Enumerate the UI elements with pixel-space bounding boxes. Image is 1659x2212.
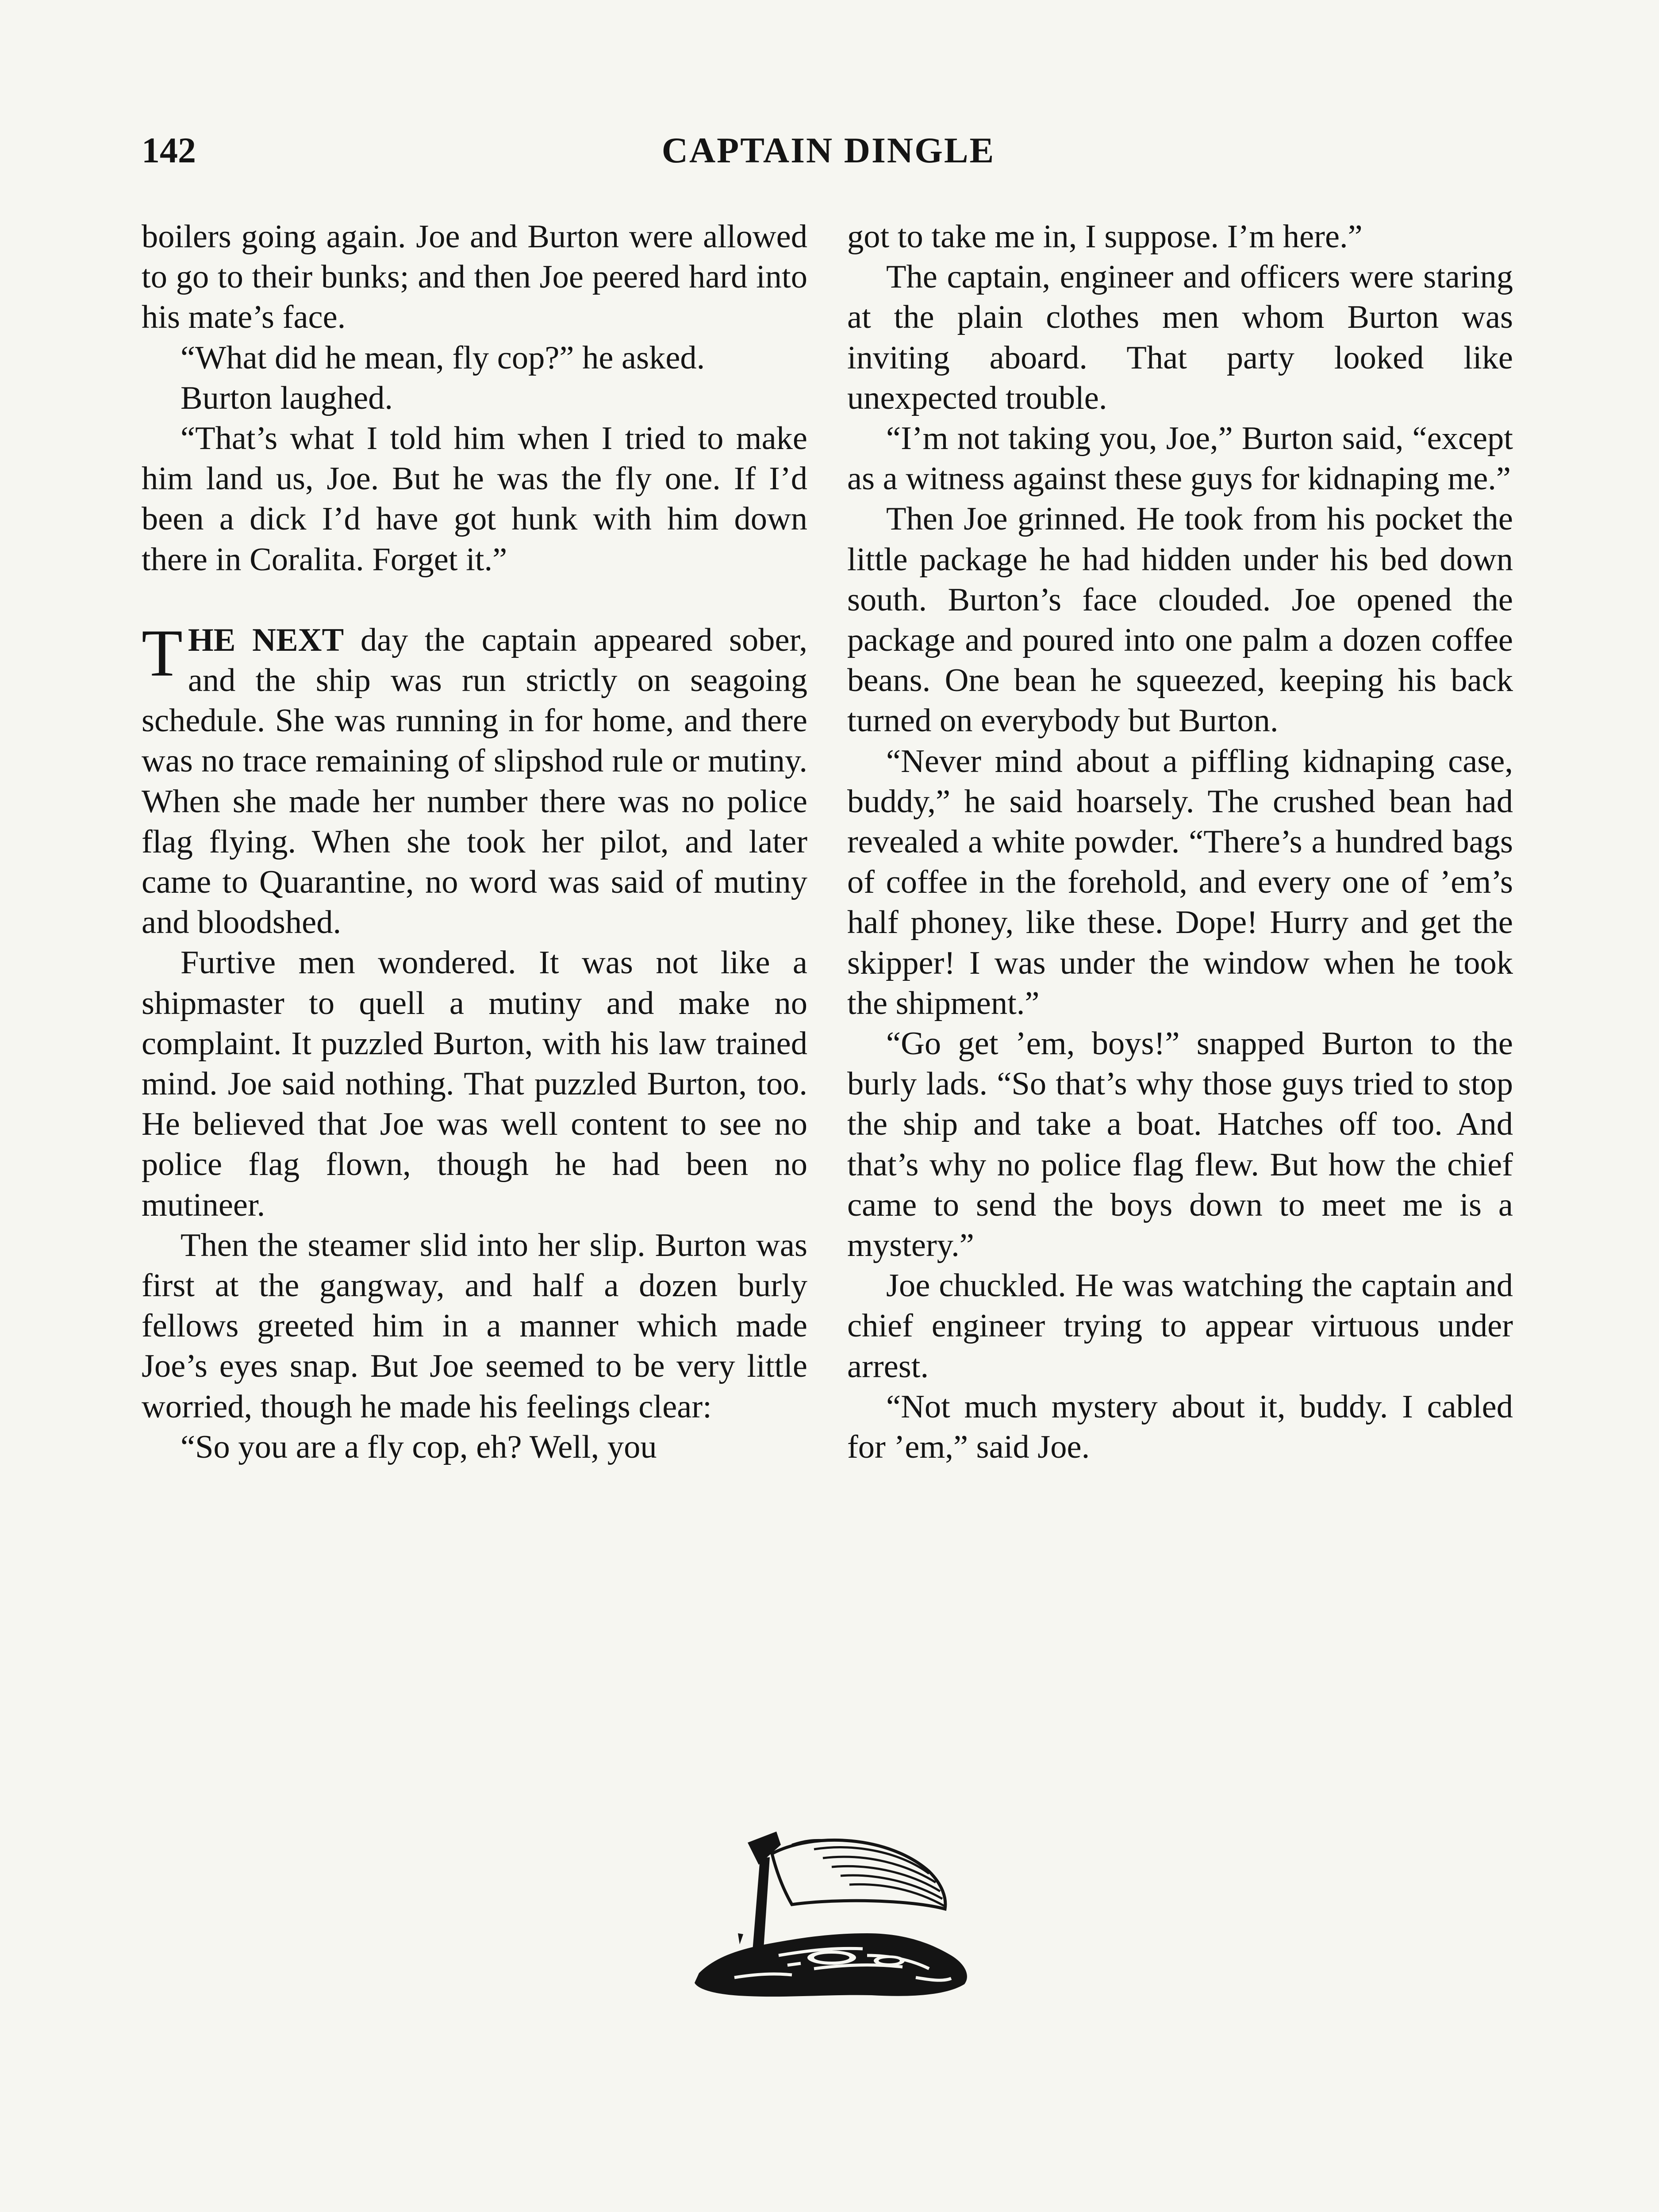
paragraph: Furtive men wondered. It was not like a shipmaster to quell a mutiny and make no complaint. It puzzled Burton, with his law trained mind. Joe said nothing. That puzzled Burton, too. He believed that Joe was well content to see no police flag flown, though he had been no mutineer. [142,945,807,1223]
paragraph: “Not much mystery about it, buddy. I cabled for ’em,” said Joe. [847,1388,1513,1466]
paragraph: boilers going again. Joe and Burton were allowed to go to their bunks; and then Joe peered hard into his mate’s face. [142,219,807,336]
paragraph: The captain, engineer and officers were staring at the plain clothes men whom Burton was inviting aboard. That party looked like unexpected trouble. [847,259,1513,416]
right-column [847,217,1513,1467]
paragraph: got to take me in, I suppose. I’m here.” [847,219,1363,255]
paragraph: “I’m not taking you, Joe,” Burton said, “except as a witness against these guys for kidnaping me.” [847,420,1513,497]
paragraph: Then Joe grinned. He took from his pocket the little package he had hidden under his bed down south. Burton’s face clouded. Joe opened the package and poured into one palm a dozen coffee beans. One bean he squeezed, keeping his back turned on everybody but Burton. [847,501,1513,739]
paragraph: “So you are a fly cop, eh? Well, you [180,1429,657,1465]
section-opening-paragraph [142,615,808,943]
lead-in-words: HE NEXT [188,622,344,658]
paragraph: “That’s what I told him when I tried to make him land us, Joe. But he was the fly one. If I’d been a dick I’d have got hunk with him down there in Coralita. Forget it.” [142,420,807,578]
paragraph: “What did he mean, fly cop?” he asked. [180,339,705,376]
paragraph-text: day the captain appeared sober, and the ship was run strictly on seagoing schedule. She was running in for home, and there was no trace remaining of slipshod rule or mutiny. When she made her number there was no police flag flying. When she took her pilot, and later came to Quarantine, no word was said of mutiny and bloodshed. [142,622,808,941]
page-number: 142 [142,130,196,170]
paragraph: “Never mind about a piffling kidnaping case, buddy,” he said hoarsely. The crushed bean had revealed a white powder. “There’s a hundred bags of coffee in the forehold, and every one of ’em’s half phoney, like these. Dope! Hurry and get the skipper! I was under the window when he took the shipment.” [847,743,1513,1022]
running-title: CAPTAIN DINGLE [661,130,995,170]
paragraph: Then the steamer slid into her slip. Burton was first at the gangway, and half a dozen burly fellows greeted him in a manner which made Joe’s eyes snap. But Joe seemed to be very little worried, though he made his feelings clear: [142,1227,807,1425]
page-header [142,126,1515,175]
paragraph: “Go get ’em, boys!” snapped Burton to the burly lads. “So that’s why those guys tried to stop the ship and take a boat. Hatches off too. And that’s why no police flag flew. But how the chief came to send the boys down to meet me is a mystery.” [847,1025,1513,1264]
paragraph: Burton laughed. [180,380,393,416]
drop-cap: T [142,615,183,690]
pickaxe-vignette-icon [681,1823,978,2008]
paragraph: Joe chuckled. He was watching the captain and chief engineer trying to appear virtuous under arrest. [847,1267,1513,1385]
left-column [142,217,807,1467]
